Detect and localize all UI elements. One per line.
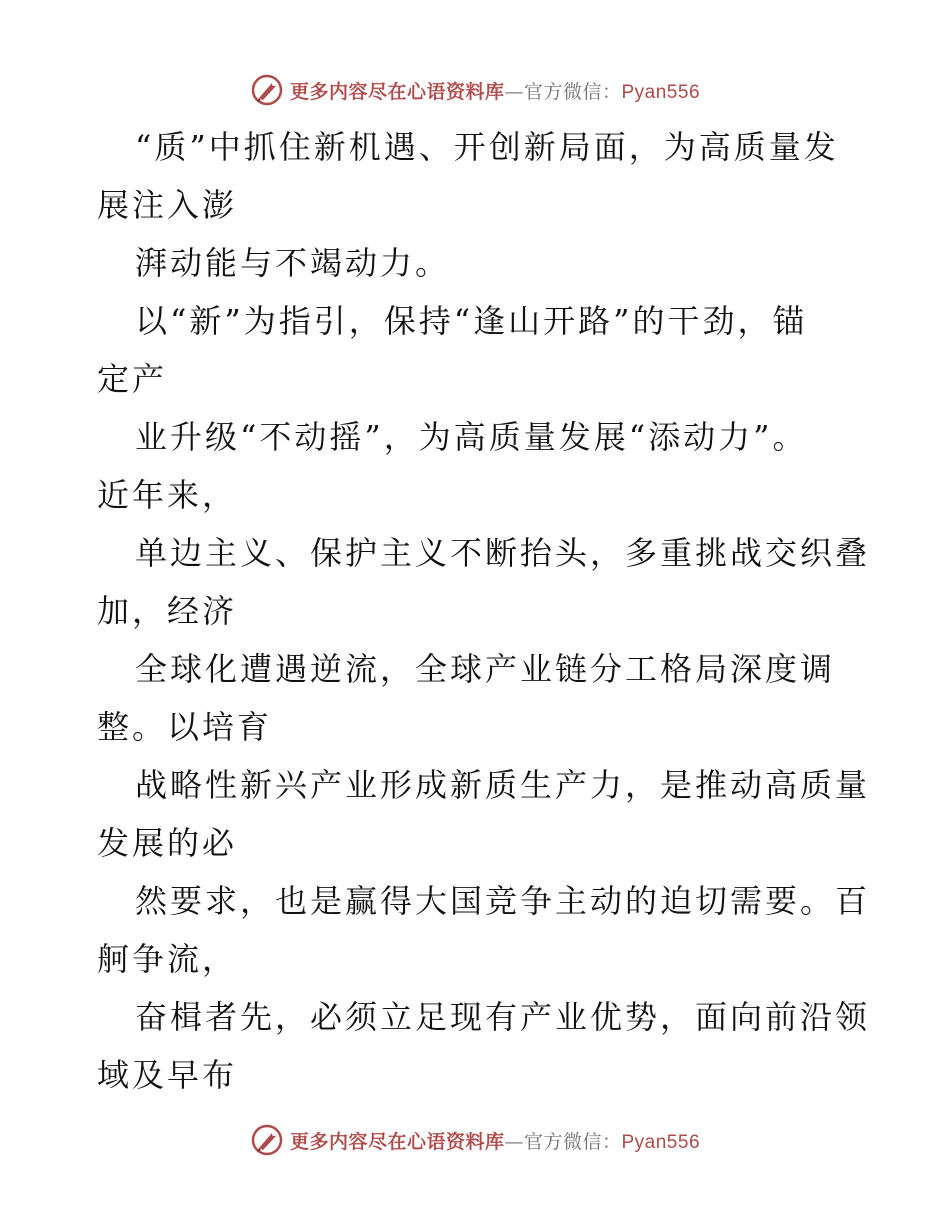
text-line: 舸争流， [97, 940, 238, 978]
text-line: 然要求，也是赢得大国竞争主动的迫切需要。百 [135, 882, 871, 920]
header-banner-inner [250, 73, 700, 107]
text-line: 域及早布 [97, 1056, 238, 1094]
footer-wechat-id: Pyan556 [621, 1131, 701, 1153]
text-line: 近年来， [97, 476, 238, 514]
header-banner [0, 70, 950, 110]
text-line: 以“新”为指引，保持“逢山开路”的干劲，锚 [135, 302, 808, 340]
footer-banner [0, 1120, 950, 1160]
text-line: 湃动能与不竭动力。 [135, 244, 451, 282]
text-line: 展注入澎 [97, 186, 238, 224]
footer-banner-inner [250, 1123, 700, 1157]
banner-official-label: 官方微信： [523, 80, 622, 103]
banner-main-text: 更多内容尽在心语资料库 [289, 80, 505, 103]
text-line: 整。以培育 [97, 708, 273, 746]
text-line: 定产 [97, 360, 168, 398]
text-line: 战略性新兴产业形成新质生产力，是推动高质量 [135, 766, 871, 804]
text-line: 单边主义、保护主义不断抬头，多重挑战交织叠 [135, 534, 871, 572]
footer-dash: — [504, 1130, 524, 1153]
text-line: 加，经济 [97, 592, 238, 630]
footer-official-label: 官方微信： [523, 1130, 622, 1153]
banner-dash: — [504, 80, 524, 103]
text-line: 奋楫者先，必须立足现有产业优势，面向前沿领 [135, 998, 871, 1036]
document-body [97, 118, 871, 1104]
text-line: “质”中抓住新机遇、开创新局面，为高质量发 [135, 128, 839, 166]
text-line: 全球化遭遇逆流，全球产业链分工格局深度调 [135, 650, 836, 688]
text-line: 发展的必 [97, 824, 238, 862]
pen-logo-icon [250, 1123, 284, 1157]
pen-logo-icon [250, 73, 284, 107]
text-line: 业升级“不动摇”，为高质量发展“添动力”。 [135, 418, 808, 456]
footer-main-text: 更多内容尽在心语资料库 [289, 1130, 505, 1153]
banner-wechat-id: Pyan556 [621, 81, 701, 103]
